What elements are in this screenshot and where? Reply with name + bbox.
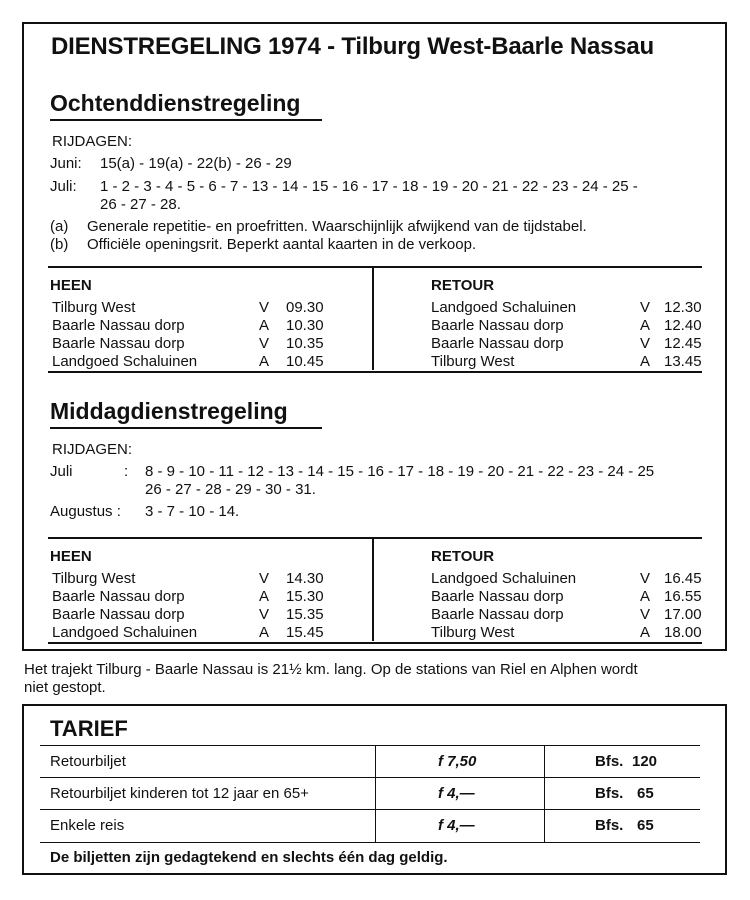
station-name: Landgoed Schaluinen <box>52 353 198 370</box>
station-name: Baarle Nassau dorp <box>52 335 185 352</box>
arrival-time: 10.45 <box>286 353 324 370</box>
afternoon-juli-colon: : <box>124 463 129 480</box>
morning-heen-row <box>0 317 750 335</box>
afternoon-timetable-row <box>0 606 750 624</box>
morning-heen-row <box>0 299 750 317</box>
morning-juni-days: 15(a) - 19(a) - 22(b) - 26 - 29 <box>100 155 292 172</box>
station-name: Baarle Nassau dorp <box>52 606 185 623</box>
tarief-row-rule <box>40 745 700 746</box>
arrival-time: 15.30 <box>286 588 324 605</box>
station-name: Tilburg West <box>52 299 136 316</box>
tarief-row-rule <box>40 842 700 843</box>
morning-note-b: Officiële openingsrit. Beperkt aantal kaarten in de verkoop. <box>87 236 477 253</box>
arrival-time: 18.00 <box>664 624 702 641</box>
tarief-row <box>0 817 750 835</box>
tarief-row <box>0 753 750 771</box>
arrival-departure-flag: A <box>259 624 270 641</box>
departure-time: 17.00 <box>664 606 702 623</box>
arrival-departure-flag: A <box>640 588 651 605</box>
morning-heen-row <box>0 353 750 371</box>
tarief-row-rule <box>40 809 700 810</box>
arrival-time: 16.55 <box>664 588 702 605</box>
tarief-label: Retourbiljet kinderen tot 12 jaar en 65+ <box>50 785 309 802</box>
afternoon-heen-label: HEEN <box>50 548 92 565</box>
arrival-departure-flag: V <box>259 606 270 623</box>
station-name: Baarle Nassau dorp <box>431 317 564 334</box>
station-name: Baarle Nassau dorp <box>52 588 185 605</box>
afternoon-augustus-label: Augustus : <box>50 503 121 520</box>
bfs-label: Bfs. <box>595 753 624 770</box>
arrival-departure-flag: A <box>259 588 270 605</box>
bfs-price: 65 <box>637 785 654 802</box>
tarief-label: Retourbiljet <box>50 753 126 770</box>
arrival-departure-flag: V <box>640 606 651 623</box>
bfs-price: 65 <box>637 817 654 834</box>
tarief-row <box>0 785 750 803</box>
arrival-departure-flag: A <box>640 317 651 334</box>
station-name: Baarle Nassau dorp <box>431 335 564 352</box>
station-name: Landgoed Schaluinen <box>431 299 577 316</box>
station-name: Landgoed Schaluinen <box>431 570 577 587</box>
morning-juni-label: Juni: <box>50 155 82 172</box>
arrival-departure-flag: A <box>640 624 651 641</box>
arrival-departure-flag: V <box>640 570 651 587</box>
arrival-departure-flag: V <box>640 335 651 352</box>
morning-retour-label: RETOUR <box>431 277 495 294</box>
guilder-price: f 4,— <box>438 817 475 834</box>
departure-time: 12.45 <box>664 335 702 352</box>
afternoon-juli-label: Juli <box>50 463 73 480</box>
station-name: Tilburg West <box>431 624 515 641</box>
departure-time: 15.35 <box>286 606 324 623</box>
afternoon-juli-days-2: 26 - 27 - 28 - 29 - 30 - 31. <box>145 481 316 498</box>
afternoon-table-bottom-rule <box>48 642 702 644</box>
morning-note-mark-b: (b) <box>50 236 69 253</box>
arrival-departure-flag: A <box>259 353 270 370</box>
bfs-price: 120 <box>632 753 658 770</box>
route-note-continued: niet gestopt. <box>24 679 106 696</box>
guilder-price: f 4,— <box>438 785 475 802</box>
arrival-time: 10.30 <box>286 317 324 334</box>
tarief-footer: De biljetten zijn gedagtekend en slechts één dag geldig. <box>50 849 448 866</box>
morning-table-top-rule <box>48 266 702 268</box>
arrival-time: 15.45 <box>286 624 324 641</box>
morning-heading: Ochtenddienstregeling <box>50 90 322 121</box>
arrival-departure-flag: V <box>640 299 651 316</box>
station-name: Baarle Nassau dorp <box>431 588 564 605</box>
guilder-price: f 7,50 <box>438 753 477 770</box>
arrival-departure-flag: A <box>259 317 270 334</box>
afternoon-timetable-row <box>0 588 750 606</box>
arrival-time: 12.40 <box>664 317 702 334</box>
station-name: Baarle Nassau dorp <box>431 606 564 623</box>
bfs-label: Bfs. <box>595 785 624 802</box>
tarief-heading: TARIEF <box>50 716 128 741</box>
arrival-time: 13.45 <box>664 353 702 370</box>
tarief-label: Enkele reis <box>50 817 125 834</box>
bfs-label: Bfs. <box>595 817 624 834</box>
afternoon-timetable-row <box>0 570 750 588</box>
morning-table-bottom-rule <box>48 371 702 373</box>
afternoon-timetable-row <box>0 624 750 642</box>
departure-time: 14.30 <box>286 570 324 587</box>
morning-juli-label: Juli: <box>50 178 77 195</box>
morning-note-a: Generale repetitie- en proefritten. Waarschijnlijk afwijkend van de tijdstabel. <box>87 218 587 235</box>
station-name: Baarle Nassau dorp <box>52 317 185 334</box>
departure-time: 10.35 <box>286 335 324 352</box>
morning-heen-label: HEEN <box>50 277 92 294</box>
route-note: Het trajekt Tilburg - Baarle Nassau is 21½ km. lang. Op de stations van Riel en Alphen wordt <box>24 661 638 678</box>
afternoon-augustus-days: 3 - 7 - 10 - 14. <box>145 503 240 520</box>
station-name: Tilburg West <box>431 353 515 370</box>
morning-juli-days-2: 26 - 27 - 28. <box>100 196 181 213</box>
arrival-departure-flag: V <box>259 570 270 587</box>
station-name: Tilburg West <box>52 570 136 587</box>
afternoon-days-label: RIJDAGEN: <box>52 441 133 458</box>
arrival-departure-flag: A <box>640 353 651 370</box>
morning-juli-days-1: 1 - 2 - 3 - 4 - 5 - 6 - 7 - 13 - 14 - 15 - 16 - 17 - 18 - 19 - 20 - 21 - 22 - 23 - 24 - 25 - <box>100 178 638 195</box>
morning-heen-row <box>0 335 750 353</box>
morning-days-label: RIJDAGEN: <box>52 133 133 150</box>
afternoon-heading: Middagdienstregeling <box>50 398 322 429</box>
departure-time: 16.45 <box>664 570 702 587</box>
morning-note-mark-a: (a) <box>50 218 69 235</box>
page-title: DIENSTREGELING 1974 - Tilburg West-Baarle Nassau <box>51 33 655 60</box>
tarief-row-rule <box>40 777 700 778</box>
afternoon-table-top-rule <box>48 537 702 539</box>
afternoon-juli-days-1: 8 - 9 - 10 - 11 - 12 - 13 - 14 - 15 - 16 - 17 - 18 - 19 - 20 - 21 - 22 - 23 - 24 - 25 <box>145 463 655 480</box>
afternoon-retour-label: RETOUR <box>431 548 495 565</box>
station-name: Landgoed Schaluinen <box>52 624 198 641</box>
arrival-departure-flag: V <box>259 335 270 352</box>
departure-time: 12.30 <box>664 299 702 316</box>
arrival-departure-flag: V <box>259 299 270 316</box>
departure-time: 09.30 <box>286 299 324 316</box>
